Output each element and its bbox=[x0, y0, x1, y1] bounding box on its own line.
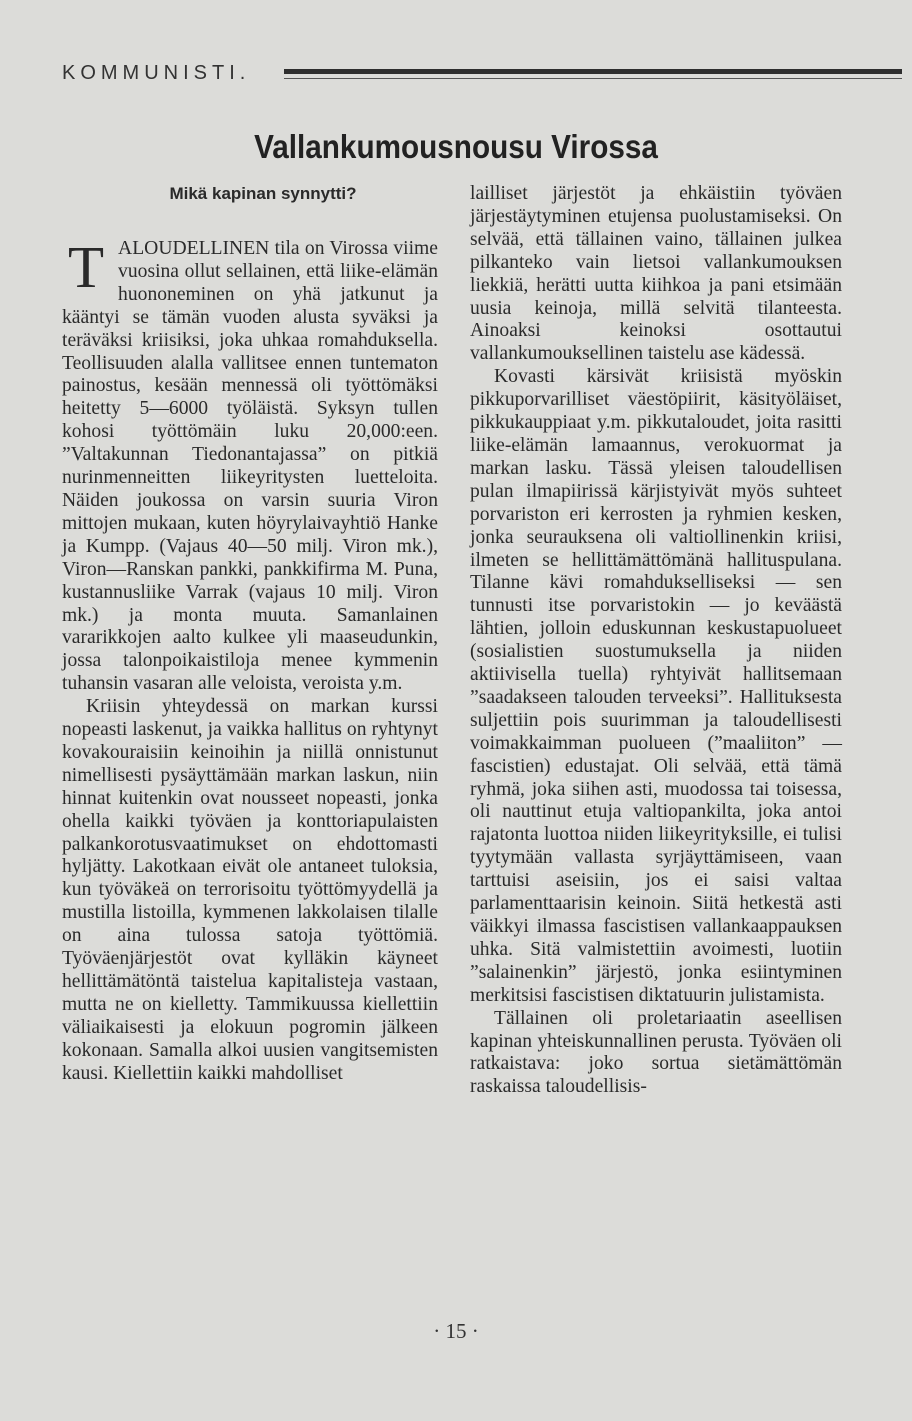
paragraph: Kriisin yhteydessä on markan kurssi nopeasti laskenut, ja vaikka hallitus on ryhtynyt kovakouraisiin keinoihin ja niillä onnistunut nimellisesti pysäyttämään markan laskun, niin hinnat kuitenkin ovat nousseet nopeasti, jonka ohella kaikki työväen ja konttoriapulaisten palkankorotusvaatimukset on ehdottomasti hyljätty. Lakotkaan eivät ole antaneet tuloksia, kun työväkeä on terrorisoitu työttömyydellä ja mustilla listoilla, kymmenen lakkolaisen tilalle on aina tulossa satoja työttömiä. Työväenjärjestöt ovat kylläkin käyneet hellittämätöntä taistelua kapitalisteja vastaan, mutta ne on kielletty. Tammikuussa kiellettiin väliaikaisesti ja elokuun pogromin jälkeen kokonaan. Samalla alkoi uusien vangitsemisten kausi. Kiellettiin kaikki mahdolliset bbox=[62, 696, 438, 1084]
drop-cap: T bbox=[68, 234, 105, 300]
page-number: · 15 · bbox=[433, 1319, 479, 1343]
journal-name: KOMMUNISTI. bbox=[62, 62, 251, 84]
first-paragraph bbox=[62, 234, 438, 696]
header-rule-thin bbox=[284, 78, 902, 79]
paragraph-continued: lailliset järjestöt ja ehkäistiin työväen järjestäytyminen etujensa puolustamiseksi. On selvää, että tällainen vaino, tällainen julkea pilkanteko vain lietsoi vallankumouksen liekkiä, herätti uutta kiihkoa ja pani etsimään uusia keinoja, millä selvitä tilanteesta. Ainoaksi keinoksi osottautui vallankumouksellinen taistelu ase kädessä. bbox=[470, 183, 842, 365]
right-column bbox=[470, 183, 842, 1099]
section-heading: Mikä kapinan synnytti? bbox=[169, 184, 357, 203]
header-rule-thick bbox=[284, 69, 902, 74]
paragraph: Tällainen oli proletariaatin aseellisen kapinan yhteiskunnallinen perusta. Työväen oli ratkaistava: joko sortua sietämättömän raskaissa taloudellisis- bbox=[470, 1007, 842, 1098]
article-title: Vallankumousnousu Virossa bbox=[254, 128, 658, 165]
page-header bbox=[62, 62, 842, 92]
paragraph: Kovasti kärsivät kriisistä myöskin pikkuporvarilliset väestöpiirit, käsityöläiset, pikkukauppiaat y.m. pikkutaloudet, joita rasitti liike-elämän lamaannus, verokuormat ja markan lasku. Tässä yleisen taloudellisen pulan ilmapiirissä kärjistyivät myös suhteet porvariston eri kerrosten ja ryhmien kesken, jonka seurauksena oli valtiollinenkin kriisi, ilmeten se hellittämättömänä hallituspulana. Tilanne kävi romahdukselliseksi — sen tunnusti itse porvaristokin — jo keväästä lähtien, jolloin eduskunnan keskustapuolueet (sosialistien suostumuksella ja niiden aktiivisella tuella) ryhtyivät hallitsemaan ”saadakseen talouden terveeksi”. Hallituksesta suljettiin pois suurimman ja taloudellisesti voimakkaimman puolueen (”maaliiton” — fascistien) edustajat. Oli selvää, että tämä ryhmä, joka siihen asti, muodossa tai toisessa, oli nauttinut etuja valtiopankilta, joka antoi rajatonta luottoa niiden liikeyrityksille, ei tulisi tyytymään vallasta syrjäyttämiseen, vaan tarttuisi aseisiin, jos ei saisi valtaa parlamenttaarisin keinoin. Siitä hetkestä asti väikkyi ilmassa fascistisen vallankaappauksen uhka. Sitä valmistettiin avoimesti, luotiin ”salainenkin” järjestö, jonka esiintyminen merkitsisi fascistisen diktatuurin julistamista. bbox=[470, 366, 842, 1006]
left-column bbox=[62, 183, 438, 1086]
first-paragraph-text: ALOUDELLINEN tila on Virossa viime vuosina ollut sellainen, että liike-elämän huononeminen on yhä jatkunut ja kääntyi se tämän vuoden alusta syväksi ja teräväksi kriisiksi, joka uhkaa romahduksella. Teollisuuden alalla vallitsee ennen tuntematon painostus, kesään mennessä oli työttömäksi heitetty 5—6000 työläistä. Syksyn tullen kohosi työttömäin luku 20,000:een. ”Valtakunnan Tiedonantajassa” on pitkiä nurinmenneitten liikeyritysten luetteloita. Näiden joukossa on varsin suuria Viron mittojen mukaan, kuten höyrylaivayhtiö Hanke ja Kumpp. (Vajaus 40—50 milj. Viron mk.), Viron—Ranskan pankki, pankkifirma M. Puna, kustannusliike Varrak (vajaus 10 milj. Viron mk.) ja monta muuta. Samanlainen vararikkojen aalto kulkee yli maaseudunkin, jossa talonpoikaistiloja menee kymmenin tuhansin vasaran alle veloista, veroista y.m. bbox=[62, 238, 438, 695]
